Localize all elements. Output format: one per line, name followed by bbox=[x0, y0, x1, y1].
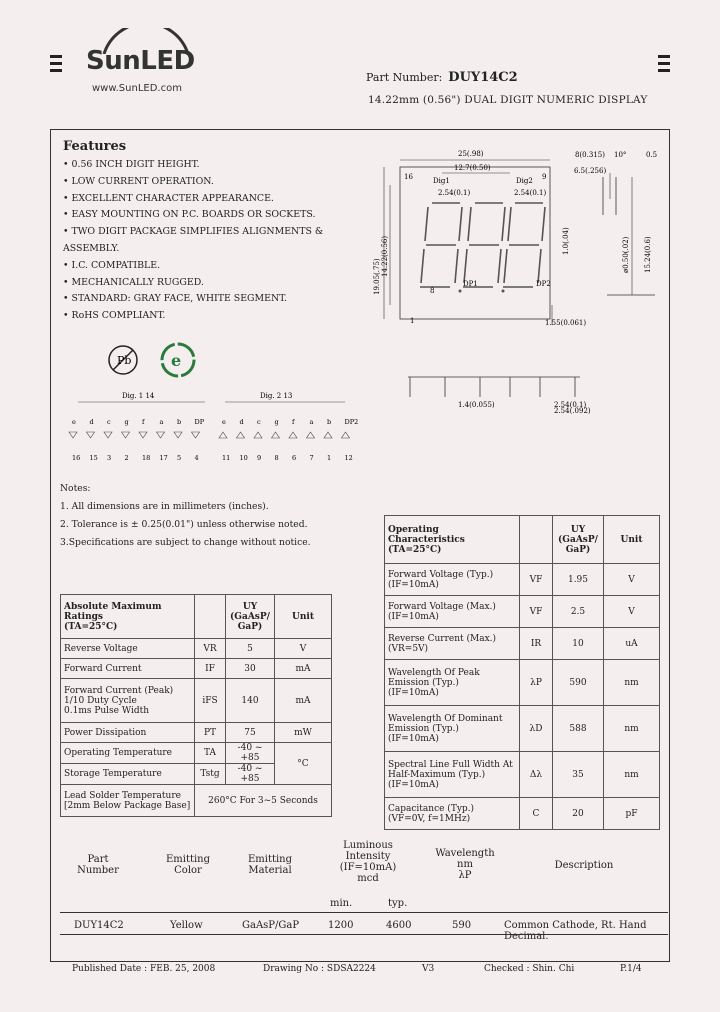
led-diode-icon bbox=[237, 432, 245, 438]
svg-text:14.22(0.56): 14.22(0.56) bbox=[381, 235, 389, 277]
led-diode-icon bbox=[139, 432, 147, 438]
svg-text:Dig2: Dig2 bbox=[516, 177, 533, 185]
led-diode-icon bbox=[174, 432, 182, 438]
circuit-bottom-pin: 10 bbox=[239, 454, 248, 462]
svg-text:1: 1 bbox=[410, 317, 415, 325]
circuit-bottom-pin: 18 bbox=[142, 454, 151, 462]
circuit-top-pin: d bbox=[239, 418, 244, 426]
brand-logo: SunLED bbox=[86, 46, 195, 76]
checked-by: Checked : Shin. Chi bbox=[484, 964, 575, 974]
side-view bbox=[408, 377, 580, 397]
circuit-bottom-pin: 12 bbox=[344, 454, 353, 462]
published-date: Published Date : FEB. 25, 2008 bbox=[72, 964, 216, 974]
part-number-heading: Part Number: DUY14C2 bbox=[366, 70, 518, 85]
circuit-bottom-pin: 7 bbox=[309, 454, 314, 462]
feature-item: • RoHS COMPLIANT. bbox=[63, 310, 166, 322]
feature-item: • 0.56 INCH DIGIT HEIGHT. bbox=[63, 159, 200, 170]
circuit-top-pin: e bbox=[72, 418, 76, 426]
led-diode-icon bbox=[272, 432, 280, 438]
circuit-top-pin: e bbox=[222, 418, 226, 426]
led-diode-icon bbox=[324, 432, 332, 438]
circuit-top-pin: b bbox=[327, 418, 332, 426]
led-diode-icon bbox=[87, 432, 95, 438]
circuit-bottom-pin: 2 bbox=[124, 454, 129, 462]
document-subtitle: 14.22mm (0.56") DUAL DIGIT NUMERIC DISPLAY bbox=[368, 94, 648, 106]
circuit-top-pin: g bbox=[124, 418, 129, 426]
svg-text:8: 8 bbox=[430, 287, 435, 295]
led-diode-icon bbox=[342, 432, 350, 438]
feature-item: • I.C. COMPATIBLE. bbox=[63, 259, 161, 271]
part-table-bottom-rule bbox=[60, 934, 668, 935]
svg-text:6.5(.256): 6.5(.256) bbox=[574, 167, 607, 175]
circuit-top-pin: f bbox=[292, 418, 295, 426]
svg-text:2.54(0.1): 2.54(0.1) bbox=[438, 189, 471, 197]
features-list bbox=[63, 157, 325, 325]
circuit-top-pin: g bbox=[274, 418, 279, 426]
circuit-top-pin: b bbox=[177, 418, 182, 426]
right-margin-marks bbox=[658, 55, 670, 76]
feature-item: • TWO DIGIT PACKAGE SIMPLIFIES ALIGNMENTS & ASSEMBLY. bbox=[63, 226, 324, 254]
circuit-bottom-pin: 8 bbox=[274, 454, 279, 462]
lead-free-label: Pb bbox=[117, 354, 132, 367]
feature-item: • EASY MOUNTING ON P.C. BOARDS OR SOCKETS. bbox=[63, 209, 316, 221]
led-diode-icon bbox=[122, 432, 130, 438]
led-diode-icon bbox=[307, 432, 315, 438]
led-diode-icon bbox=[104, 432, 112, 438]
svg-text:9: 9 bbox=[542, 173, 547, 181]
svg-text:2.54(0.1): 2.54(0.1) bbox=[554, 401, 587, 409]
svg-text:2.54(.092): 2.54(.092) bbox=[554, 407, 591, 415]
svg-text:DP1: DP1 bbox=[463, 280, 478, 288]
svg-text:DP2: DP2 bbox=[536, 280, 551, 288]
circuit-bottom-pin: 5 bbox=[177, 454, 182, 462]
svg-text:15.24(0.6): 15.24(0.6) bbox=[644, 236, 652, 273]
led-diode-icon bbox=[254, 432, 262, 438]
feature-item: • STANDARD: GRAY FACE, WHITE SEGMENT. bbox=[63, 293, 288, 305]
led-diode-icon bbox=[289, 432, 297, 438]
features-title: Features bbox=[63, 139, 127, 154]
dig1-label: Dig. 1 14 bbox=[122, 392, 155, 400]
svg-text:1.4(0.055): 1.4(0.055) bbox=[458, 401, 495, 409]
absolute-max-ratings-table: Absolute Maximum Ratings (TA=25°C) UY (GaAsP/ GaP) Unit Reverse Voltage VR 5 V Forward Current IF 30 mA Forward Current (Peak) 1/10 Duty Cycle 0.1ms Pulse Width iFS 140 mA Power Dissipation PT 75 mW Operating Temperature TA -40 ~ +85 °C Storage Temperature Tstg -40 ~ +85 Lead Solder Temperature [2mm Below Package Base] 260°C For 3~5 Seconds bbox=[60, 594, 332, 817]
circuit-top-pin: DP bbox=[194, 418, 205, 426]
page-number: P.1/4 bbox=[620, 964, 642, 974]
svg-text:25(.98): 25(.98) bbox=[458, 150, 484, 158]
led-diode-icon bbox=[192, 432, 200, 438]
circuit-diagram bbox=[60, 388, 360, 468]
rohs-label: e bbox=[171, 351, 182, 370]
part-table-row: DUY14C2 Yellow GaAsP/GaP 1200 4600 590 Common Cathode, Rt. Hand Decimal. bbox=[74, 920, 647, 942]
svg-text:ø0.50(.02): ø0.50(.02) bbox=[622, 236, 630, 273]
operating-characteristics-table: Operating Characteristics (TA=25°C) UY (GaAsP/ GaP) Unit Forward Voltage (Typ.) (IF=10mA) VF 1.95 V Forward Voltage (Max.) (IF=10mA) VF 2.5 V Reverse Current (Max.) (VR=5V) IR 10 uA Wavelength Of Peak Emission (Typ.) (IF=10mA) λP 590 nm Wavelength Of Dominant Emission (Typ.) (IF=10mA) λD 588 nm Spectral Line Full Width At Half-Maximum (Typ.) (IF=10mA) Δλ 35 nm Capacitance (Typ.) (VF=0V, f=1MHz) C 20 pF bbox=[384, 515, 660, 830]
svg-text:2.54(0.1): 2.54(0.1) bbox=[514, 189, 547, 197]
lead-free-icon bbox=[106, 343, 140, 377]
svg-text:10°: 10° bbox=[614, 151, 627, 159]
svg-text:1.55(0.061): 1.55(0.061) bbox=[545, 319, 587, 327]
circuit-bottom-pin: 3 bbox=[107, 454, 112, 462]
circuit-bottom-pin: 15 bbox=[89, 454, 98, 462]
left-margin-marks bbox=[50, 55, 62, 76]
circuit-bottom-pin: 9 bbox=[257, 454, 262, 462]
part-table-header: Part Number Emitting Color Emitting Material Luminous Intensity (IF=10mA) mcd Wavelength nm λP Description min. typ. bbox=[77, 840, 614, 909]
feature-item: • EXCELLENT CHARACTER APPEARANCE. bbox=[63, 192, 274, 204]
circuit-top-pin: f bbox=[142, 418, 145, 426]
led-diode-icon bbox=[69, 432, 77, 438]
circuit-top-pin: c bbox=[257, 418, 261, 426]
circuit-bottom-pin: 11 bbox=[222, 454, 231, 462]
circuit-top-pin: d bbox=[89, 418, 94, 426]
svg-text:0.5: 0.5 bbox=[646, 151, 658, 159]
drawing-number: Drawing No : SDSA2224 bbox=[263, 964, 376, 974]
svg-text:8(0.315): 8(0.315) bbox=[575, 151, 605, 159]
circuit-top-pin: DP2 bbox=[344, 418, 359, 426]
circuit-bottom-pin: 1 bbox=[327, 454, 332, 462]
feature-item: • LOW CURRENT OPERATION. bbox=[63, 175, 214, 187]
circuit-bottom-pin: 16 bbox=[72, 454, 81, 462]
circuit-top-pin: a bbox=[159, 418, 164, 426]
feature-item: • MECHANICALLY RUGGED. bbox=[63, 276, 204, 288]
digit-segments bbox=[420, 203, 545, 287]
svg-text:Dig1: Dig1 bbox=[433, 177, 450, 185]
svg-text:12.7(0.50): 12.7(0.50) bbox=[454, 164, 491, 172]
svg-text:19.05(.75): 19.05(.75) bbox=[373, 258, 381, 295]
notes: Notes: 1. All dimensions are in millimeters (inches). 2. Tolerance is ± 0.25(0.01") unless otherwise noted. 3.Specifications are subject to change without notice. bbox=[60, 483, 311, 548]
version: V3 bbox=[422, 964, 435, 974]
circuit-top-pin: c bbox=[107, 418, 111, 426]
circuit-top-pin: a bbox=[309, 418, 314, 426]
brand-url[interactable]: www.SunLED.com bbox=[92, 83, 182, 94]
circuit-bottom-pin: 17 bbox=[159, 454, 168, 462]
circuit-bottom-pin: 6 bbox=[292, 454, 297, 462]
rohs-icon bbox=[160, 342, 196, 378]
svg-text:16: 16 bbox=[404, 173, 413, 181]
svg-text:1.0(.04): 1.0(.04) bbox=[562, 227, 570, 255]
led-diode-icon bbox=[219, 432, 227, 438]
part-table-divider bbox=[60, 912, 668, 913]
dig2-label: Dig. 2 13 bbox=[260, 392, 293, 400]
led-diode-icon bbox=[157, 432, 165, 438]
circuit-bottom-pin: 4 bbox=[194, 454, 199, 462]
mechanical-drawing bbox=[370, 145, 665, 420]
